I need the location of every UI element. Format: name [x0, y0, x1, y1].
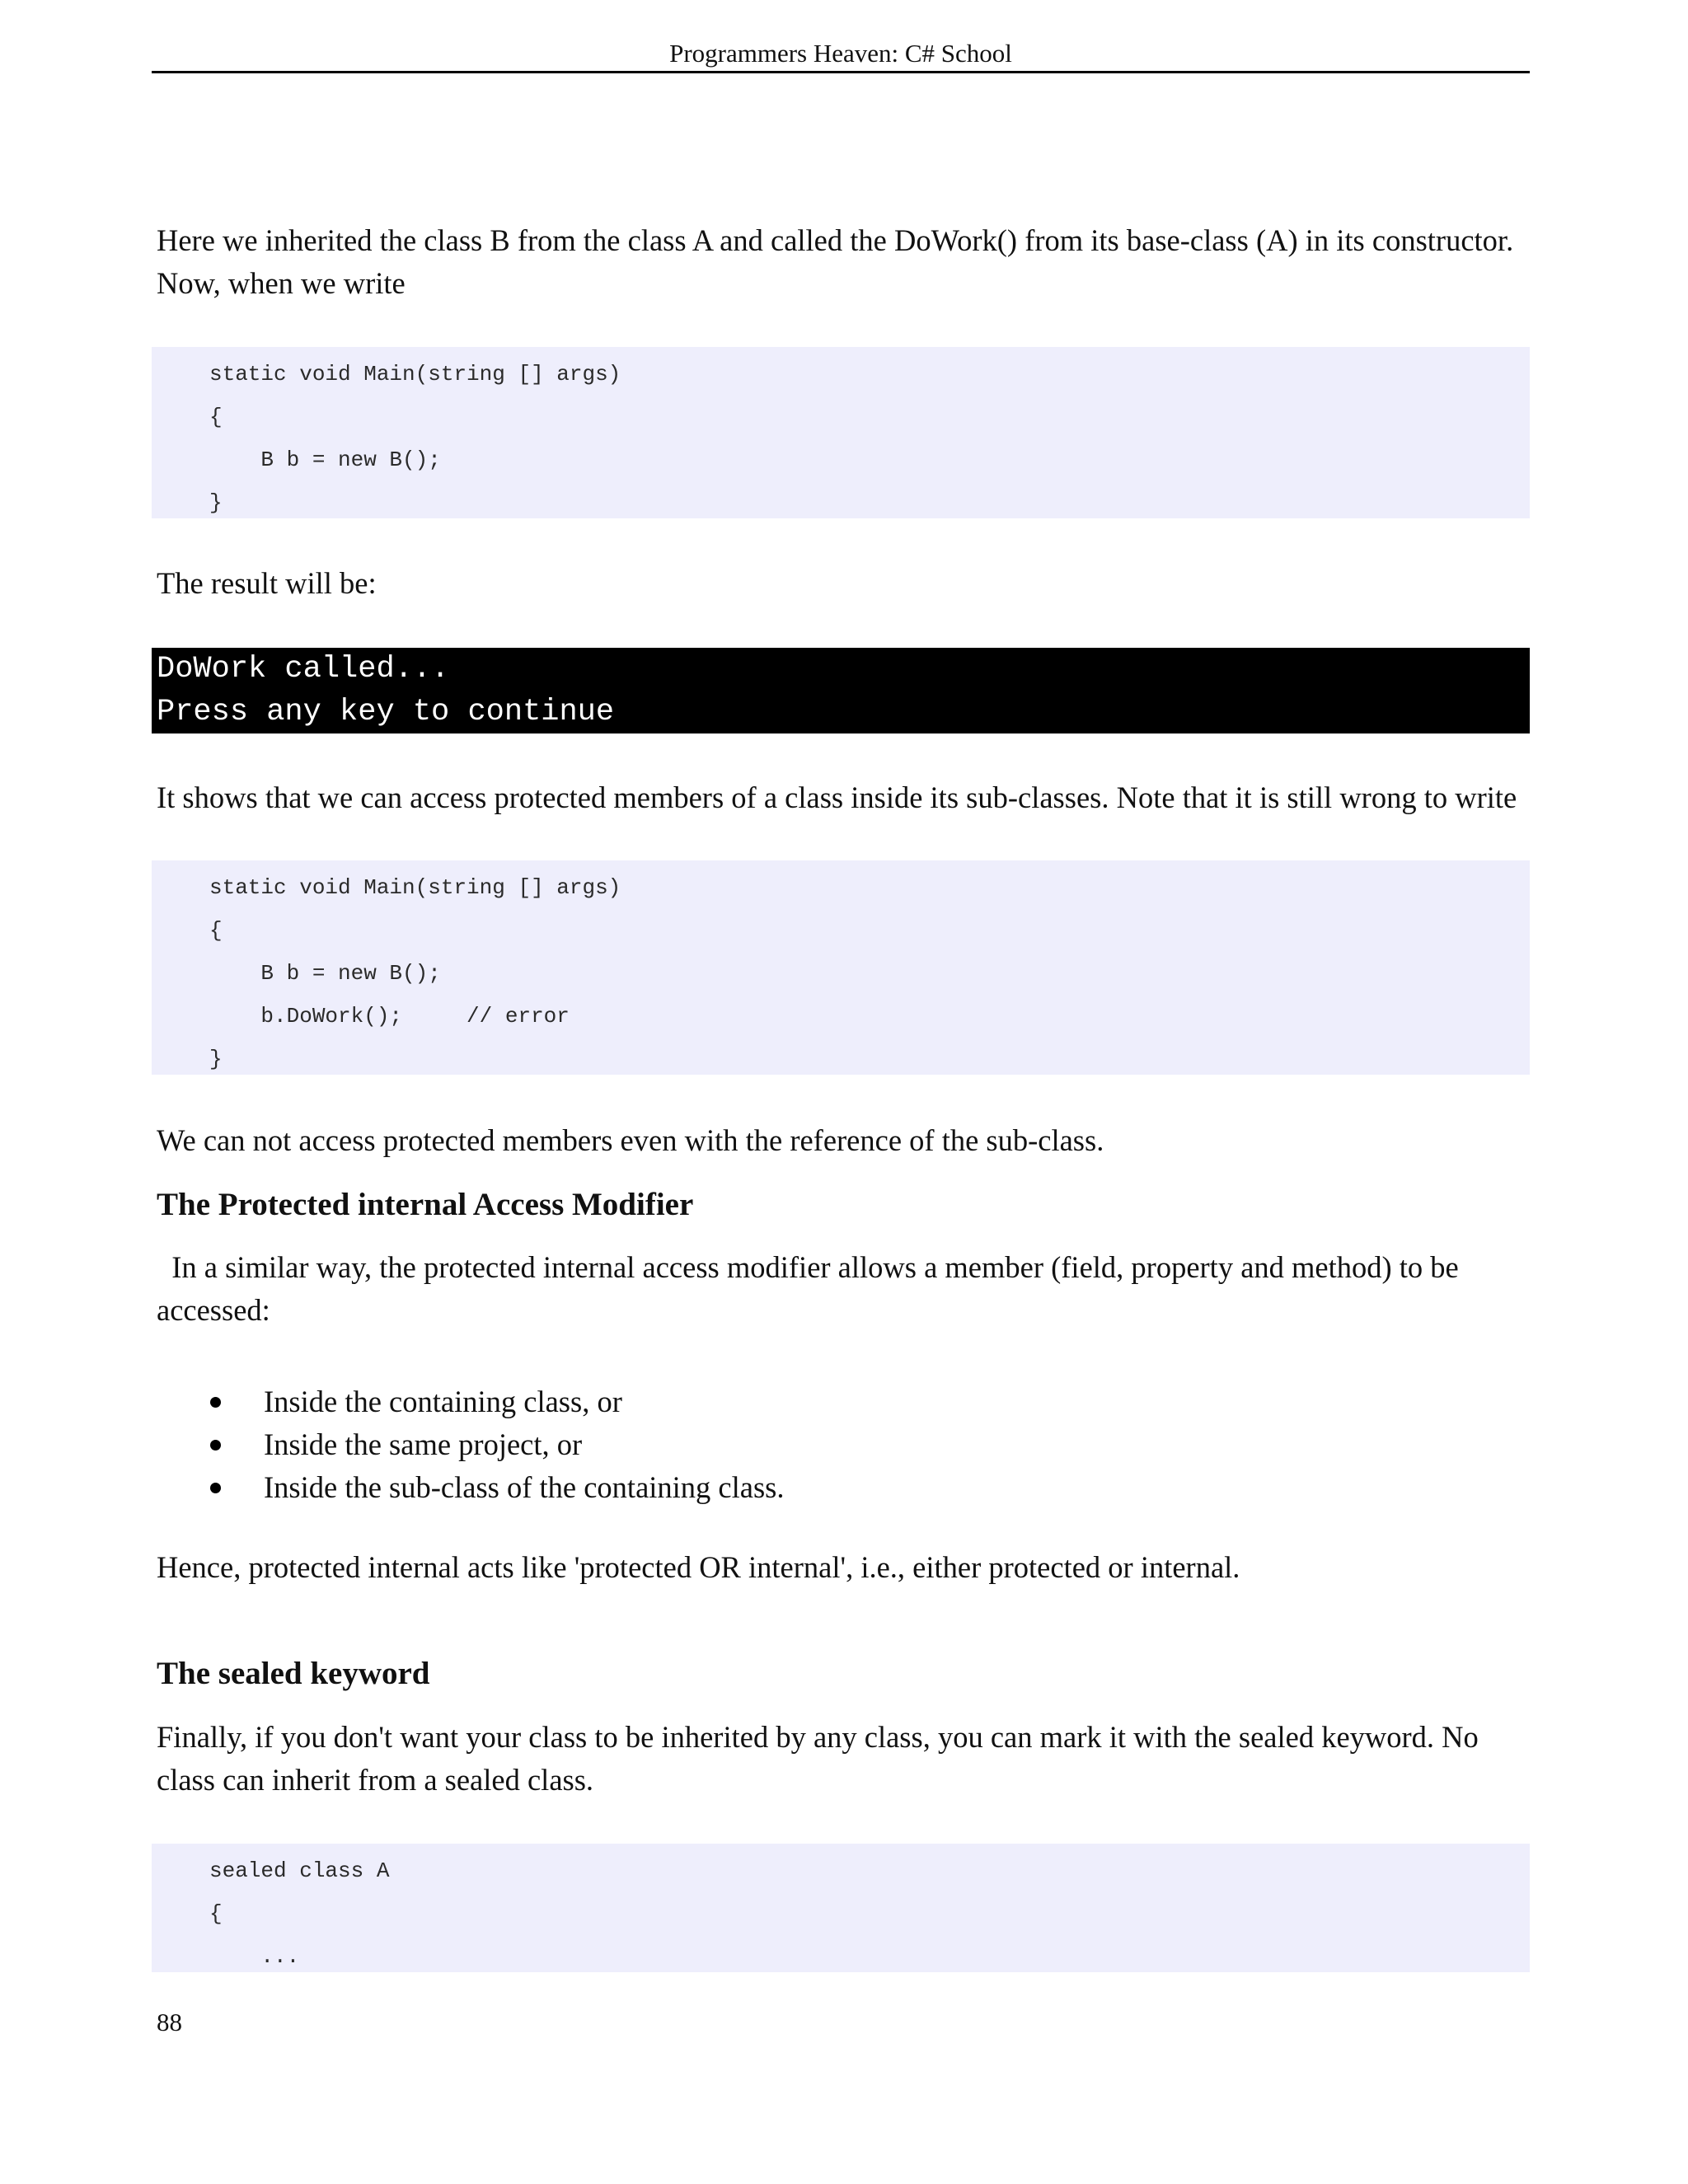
code-block-main [152, 347, 1530, 518]
section-heading-protected-internal: The Protected internal Access Modifier [157, 1187, 694, 1222]
bullet-icon [210, 1440, 221, 1451]
cannot-access-paragraph: We can not access protected members even with the reference of the sub-class. [157, 1123, 1104, 1157]
code-line: { [209, 1901, 223, 1926]
sealed-paragraph: Finally, if you don't want your class to be inherited by any class, you can mark it with the sealed keyword. No class can inherit from a sealed class. [157, 1720, 1479, 1797]
code-line: B b = new B(); [209, 961, 441, 986]
code-line: } [209, 1047, 223, 1071]
code-line: { [209, 405, 223, 429]
protected-internal-intro: In a similar way, the protected internal access modifier allows a member (field, property and method) to be accessed: [157, 1250, 1459, 1327]
protected-internal-summary: Hence, protected internal acts like 'protected OR internal', i.e., either protected or internal. [157, 1550, 1240, 1584]
list-item-text: Inside the sub-class of the containing class. [264, 1470, 785, 1504]
code-line: ... [209, 1944, 300, 1969]
bullet-icon [210, 1397, 221, 1408]
access-scope-list [157, 1380, 1533, 1509]
code-line: static void Main(string [] args) [209, 362, 621, 387]
code-block-sealed [152, 1844, 1530, 1972]
code-line: sealed class A [209, 1858, 390, 1883]
running-header [152, 36, 1530, 73]
list-item [157, 1466, 1533, 1509]
shows-paragraph: It shows that we can access protected members of a class inside its sub-classes. Note that it is still wrong to write [157, 780, 1517, 814]
result-intro-paragraph: The result will be: [157, 566, 377, 600]
list-item [157, 1423, 1533, 1466]
console-line: DoWork called... [157, 652, 450, 687]
code-line: b.DoWork(); // error [209, 1004, 570, 1029]
list-item [157, 1380, 1533, 1423]
intro-paragraph: Here we inherited the class B from the class A and called the DoWork() from its base-class (A) in its constructor. Now, when we write [157, 223, 1514, 300]
code-line: } [209, 490, 223, 515]
code-line: B b = new B(); [209, 448, 441, 472]
header-title: Programmers Heaven: C# School [669, 39, 1012, 68]
console-output [152, 648, 1530, 733]
list-item-text: Inside the containing class, or [264, 1385, 622, 1418]
console-line: Press any key to continue [157, 695, 615, 729]
list-item-text: Inside the same project, or [264, 1427, 583, 1461]
bullet-icon [210, 1483, 221, 1493]
code-line: { [209, 918, 223, 943]
code-block-error [152, 860, 1530, 1075]
code-line: static void Main(string [] args) [209, 875, 621, 900]
page-number: 88 [157, 2008, 182, 2036]
section-heading-sealed: The sealed keyword [157, 1656, 430, 1691]
